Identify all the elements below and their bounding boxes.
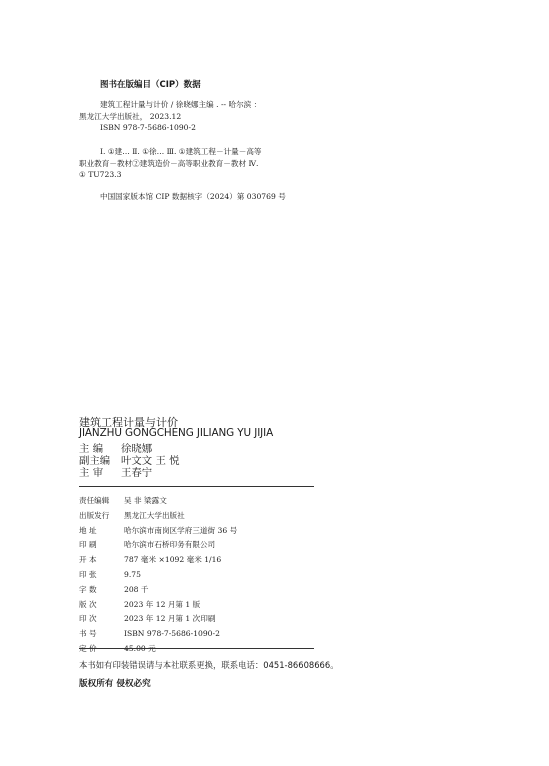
publication-label: 印 刷: [79, 540, 97, 550]
cip-isbn-line: ISBN 978-7-5686-1090-2: [100, 123, 196, 132]
publication-label: 印 次: [79, 614, 97, 624]
staff-role: 副主编: [79, 455, 111, 467]
publication-label: 定 价: [79, 644, 97, 653]
staff-names: 王春宁: [121, 467, 153, 479]
publication-value: 208 千: [124, 584, 149, 594]
copyright-notice: 版权所有 侵权必究: [79, 679, 151, 689]
publication-value: 2023 年 12 月第 1 版: [124, 599, 201, 609]
cip-classification-line: ① TU723.3: [79, 170, 122, 179]
publication-row: [79, 628, 220, 639]
publication-value: 吴 非 梁露文: [124, 496, 167, 505]
publication-label: 印 张: [79, 570, 97, 579]
publication-value: 787 毫米 ×1092 毫米 1/16: [124, 555, 222, 565]
staff-names: 叶文文 王 悦: [121, 455, 180, 467]
staff-names: 徐晓娜: [121, 443, 153, 455]
publication-label: 书 号: [79, 629, 97, 639]
publication-label: 版 次: [79, 599, 97, 609]
publication-label: 地 址: [79, 525, 97, 535]
publication-row: [79, 525, 237, 536]
divider-bottom: [79, 648, 314, 649]
divider-top: [79, 486, 314, 487]
publication-label: 出版发行: [79, 510, 110, 520]
publication-label: 责任编辑: [79, 496, 110, 505]
publication-label: 字 数: [79, 584, 97, 594]
publication-row: [79, 569, 141, 580]
cip-publisher-line: 黑龙江大学出版社， 2023.12: [79, 112, 182, 121]
book-title-pinyin: JIANZHU GONGCHENG JILIANG YU JIJIA: [79, 427, 274, 439]
publication-value: 45.00 元: [124, 644, 156, 653]
book-title: 建筑工程计量与计价: [79, 416, 178, 429]
publication-row: [79, 495, 167, 506]
cip-record-number-line: 中国国家版本馆 CIP 数据核字（2024）第 030769 号: [100, 192, 286, 201]
staff-role: 主 编: [79, 443, 104, 455]
cip-subject-line-1: Ⅰ. ①建… Ⅱ. ①徐… Ⅲ. ①建筑工程－计量－高等: [100, 147, 262, 156]
staff-row-reviewer: [79, 464, 152, 479]
publication-value: ISBN 978-7-5686-1090-2: [124, 629, 220, 639]
cip-subject-line-2: 职业教育－教材②建筑造价－高等职业教育－教材 Ⅳ.: [79, 159, 259, 168]
cip-heading: 图书在版编目（CIP）数据: [100, 80, 201, 90]
publication-value: 哈尔滨市石桥印务有限公司: [124, 540, 216, 550]
publication-value: 9.75: [124, 570, 141, 579]
publication-row: [79, 584, 149, 595]
publication-row: [79, 613, 215, 624]
publication-row: [79, 510, 185, 521]
publication-row: [79, 539, 215, 550]
cip-title-line: 建筑工程计量与计价 / 徐晓娜主编 . -- 哈尔滨 ：: [100, 100, 262, 109]
staff-role: 主 审: [79, 467, 104, 479]
publication-label: 开 本: [79, 555, 97, 565]
publication-value: 2023 年 12 月第 1 次印刷: [124, 614, 216, 624]
publication-value: 黑龙江大学出版社: [124, 510, 185, 520]
publication-row: [79, 599, 200, 610]
publication-value: 哈尔滨市南岗区学府三道街 36 号: [124, 525, 238, 535]
contact-notice: 本书如有印装错误请与本社联系更换，联系电话：0451-86608666。: [79, 660, 339, 670]
publication-row: [79, 554, 221, 565]
